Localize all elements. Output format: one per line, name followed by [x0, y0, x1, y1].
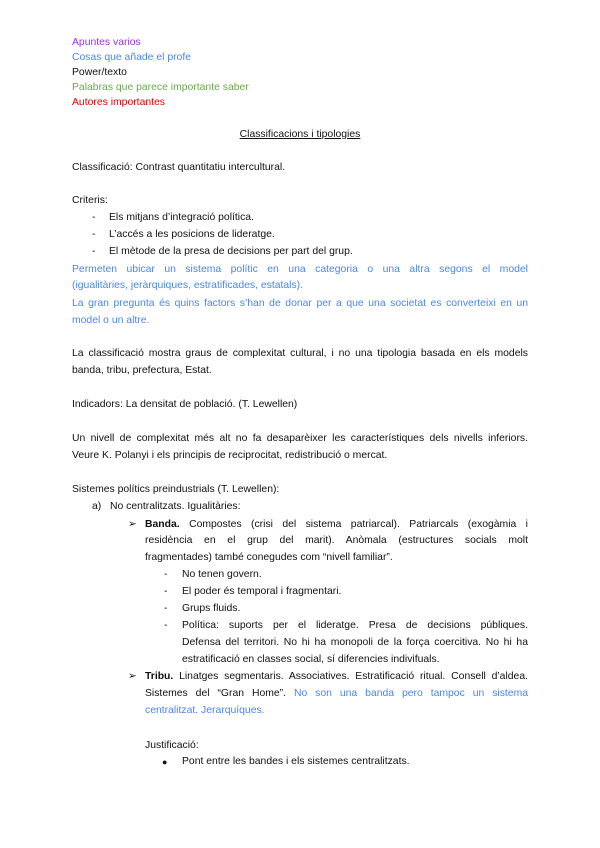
tribu-blue-text: centralitzat. Jerarquíques.: [145, 705, 265, 716]
list-item-continuation: Defensa del territori. No hi ha monopoli de la força coercitiva. No hi ha: [182, 637, 528, 648]
page-title: Classificacions i tipologies: [239, 129, 361, 140]
list-item: Els mitjans d’integració política.: [109, 212, 254, 223]
no-centralitzats-label: No centralitzats. Igualitàries:: [110, 501, 241, 512]
list-item-continuation: estratificació en classes social, sí diferencies indivifuals.: [182, 654, 440, 665]
dash-marker: -: [92, 246, 96, 257]
tribu-line: [145, 687, 528, 701]
banda-line: residència en el grup del marit). Anòmala (estructures socials molt: [145, 535, 528, 546]
justificacio-heading: Justificació:: [145, 740, 199, 751]
legend-profe: Cosas que añade el profe: [72, 52, 192, 63]
list-item: Política: suports per el lideratge. Presa de decisions públiques.: [182, 620, 528, 631]
tribu-name: Tribu.: [145, 671, 174, 682]
legend-autores: Autores importantes: [72, 97, 165, 108]
list-item: El poder és temporal i fragmentari.: [182, 586, 342, 597]
classificacio-line: Classificació: Contrast quantitatiu intercultural.: [72, 162, 286, 173]
legend-power: Power/texto: [72, 67, 127, 78]
bullet-dot-icon: ●: [162, 757, 168, 767]
dash-marker: -: [92, 229, 96, 240]
blue-note-line: model o un altre.: [72, 315, 150, 326]
list-item: Grups fluids.: [182, 603, 241, 614]
banda-line: fragmentades) també conegudes com “nivell familiar”.: [145, 552, 393, 563]
banda-line: [145, 518, 528, 532]
dash-marker: -: [164, 586, 168, 597]
criteris-heading: Criteris:: [72, 195, 108, 206]
dash-marker: -: [164, 620, 168, 631]
paragraph-line: banda, tribu, prefectura, Estat.: [72, 365, 212, 376]
list-item: El mètode de la presa de decisions per part del grup.: [109, 246, 353, 257]
tribu-line: [145, 670, 528, 684]
paragraph-line: Veure K. Polanyi i els principis de reciprocitat, redistribució o mercat.: [72, 450, 388, 461]
list-item: No tenen govern.: [182, 569, 262, 580]
banda-name: Banda.: [145, 519, 180, 530]
sistemes-heading: Sistemes polítics preindustrials (T. Lewellen):: [72, 484, 280, 495]
tribu-blue-text: No son una banda pero tampoc un sistema: [293, 688, 528, 699]
tribu-text: Linatges segmentaris. Associatives. Estratificació ritual. Consell d’aldea.: [179, 671, 528, 682]
arrow-bullet-icon: ➢: [128, 671, 137, 682]
paragraph-line: Un nivell de complexitat més alt no fa desaparèixer les característiques dels nivells inferiors.: [72, 433, 528, 444]
blue-note-line: La gran pregunta és quins factors s’han de donar per a que una societat es converteixi en un: [72, 298, 528, 309]
legend-apuntes: Apuntes varios: [72, 37, 141, 48]
tribu-text: Sistemes del “Gran Home”.: [145, 688, 287, 699]
list-marker-a: a): [92, 501, 102, 512]
list-item: Pont entre les bandes i els sistemes centralitzats.: [182, 756, 410, 767]
paragraph-line: La classificació mostra graus de complexitat cultural, i no una tipologia basada en els models: [72, 348, 528, 359]
banda-text: Compostes (crisi del sistema patriarcal). Patriarcals (exogàmia i: [189, 519, 528, 530]
blue-note-line: (igualitàries, jeràrquiques, estratificades, estatals).: [72, 280, 304, 291]
dash-marker: -: [92, 212, 96, 223]
indicadors-line: Indicadors: La densitat de població. (T. Lewellen): [72, 399, 298, 410]
blue-note-line: Permeten ubicar un sistema polític en una categoria o una altra segons el model: [72, 264, 528, 275]
legend-importante: Palabras que parece importante saber: [72, 82, 249, 93]
dash-marker: -: [164, 569, 168, 580]
arrow-bullet-icon: ➢: [128, 519, 137, 530]
dash-marker: -: [164, 603, 168, 614]
list-item: L’accés a les posicions de lideratge.: [109, 229, 275, 240]
